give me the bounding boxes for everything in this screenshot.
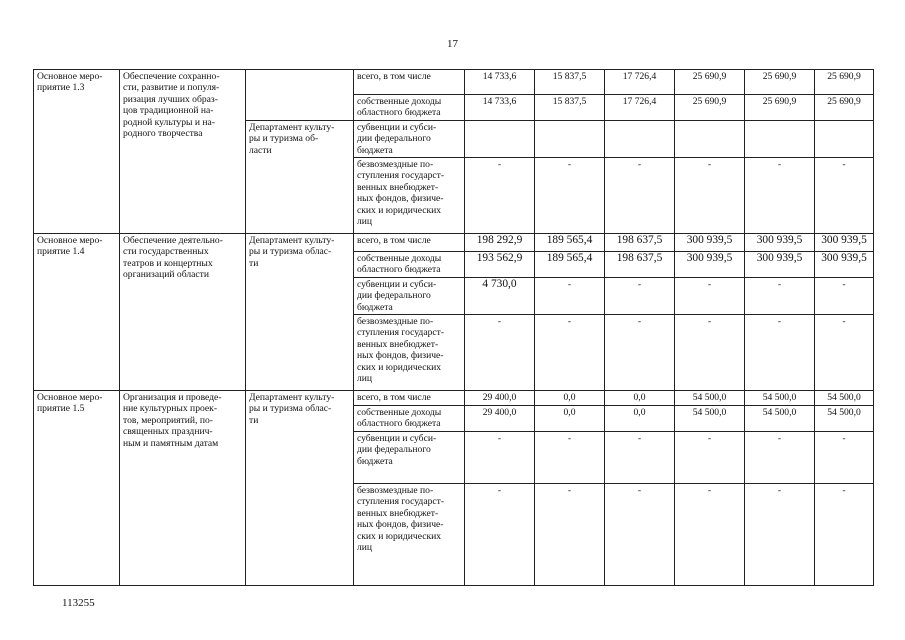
value-cell: 0,0 [535,406,605,432]
value-cell: - [465,483,535,585]
value-cell: 189 565,4 [535,252,605,278]
value-cell: 25 690,9 [675,70,745,95]
value-cell: - [745,483,815,585]
table-row [34,70,874,95]
value-cell: 25 690,9 [815,95,874,121]
value-cell: - [605,277,675,314]
value-cell: 17 726,4 [605,95,675,121]
source-cell: собственные доходы областного бюджета [354,95,465,121]
value-cell: - [675,483,745,585]
value-cell: - [675,277,745,314]
value-cell: - [535,315,605,391]
value-cell: - [465,431,535,483]
value-cell: 15 837,5 [535,95,605,121]
event-cell: Основное меро- приятие 1.5 [34,391,120,586]
value-cell: 189 565,4 [535,234,605,252]
executor-cell: Департамент культу- ры и туризма облас- ти [246,234,354,391]
value-cell: 300 939,5 [815,252,874,278]
event-cell: Основное меро- приятие 1.4 [34,234,120,391]
value-cell: - [535,158,605,234]
value-cell: 54 500,0 [745,406,815,432]
value-cell: 300 939,5 [745,252,815,278]
value-cell: - [745,158,815,234]
value-cell: 300 939,5 [675,234,745,252]
value-cell: 198 292,9 [465,234,535,252]
event-cell: Основное меро- приятие 1.3 [34,70,120,234]
value-cell: - [465,158,535,234]
budget-table [33,69,874,586]
value-cell: 14 733,6 [465,70,535,95]
source-cell: собственные доходы областного бюджета [354,406,465,432]
value-cell: 0,0 [605,391,675,406]
value-cell: - [815,315,874,391]
value-cell: 0,0 [605,406,675,432]
value-cell: 300 939,5 [815,234,874,252]
source-cell: субвенции и субси- дии федерального бюджета [354,277,465,314]
value-cell: 29 400,0 [465,406,535,432]
value-cell: - [815,483,874,585]
value-cell: 29 400,0 [465,391,535,406]
value-cell: 54 500,0 [745,391,815,406]
executor-cell: Департамент культу- ры и туризма облас- ти [246,391,354,586]
event-title-cell: Организация и проведе- ние культурных проек- тов, мероприятий, по- священных празднич- ным и памятным датам [120,391,246,586]
source-cell: всего, в том числе [354,70,465,95]
page-number: 17 [447,38,458,50]
value-cell: - [815,277,874,314]
value-cell: 25 690,9 [815,70,874,95]
value-cell [815,120,874,157]
value-cell: 25 690,9 [745,95,815,121]
table-body [34,70,874,586]
value-cell [745,120,815,157]
value-cell: - [745,277,815,314]
source-cell: безвозмездные по- ступления государст- венных внебюджет- ных фондов, физиче- ских и юридических лиц [354,483,465,585]
executor-cell: Департамент культу- ры и туризма об- ласти [246,120,354,233]
value-cell: 25 690,9 [745,70,815,95]
value-cell: - [535,431,605,483]
table-row [34,391,874,406]
value-cell: 15 837,5 [535,70,605,95]
value-cell: 54 500,0 [675,406,745,432]
value-cell: - [745,315,815,391]
source-cell: безвозмездные по- ступления государст- венных внебюджет- ных фондов, физиче- ских и юридических лиц [354,158,465,234]
value-cell: 193 562,9 [465,252,535,278]
value-cell: - [815,158,874,234]
value-cell: 4 730,0 [465,277,535,314]
value-cell: - [745,431,815,483]
value-cell: 0,0 [535,391,605,406]
value-cell: - [465,315,535,391]
source-cell: собственные доходы областного бюджета [354,252,465,278]
value-cell: - [535,483,605,585]
source-cell: субвенции и субси- дии федерального бюджета [354,431,465,483]
value-cell: 198 637,5 [605,234,675,252]
value-cell: 300 939,5 [745,234,815,252]
value-cell: - [675,431,745,483]
value-cell: - [815,431,874,483]
value-cell: 54 500,0 [675,391,745,406]
event-title-cell: Обеспечение деятельно- сти государственных театров и концертных организаций области [120,234,246,391]
value-cell [465,120,535,157]
executor-cell-empty [246,70,354,121]
value-cell: 25 690,9 [675,95,745,121]
value-cell: 17 726,4 [605,70,675,95]
value-cell: - [675,315,745,391]
value-cell: 14 733,6 [465,95,535,121]
value-cell [675,120,745,157]
value-cell: - [605,483,675,585]
source-cell: безвозмездные по- ступления государст- венных внебюджет- ных фондов, физиче- ских и юридических лиц [354,315,465,391]
source-cell: субвенции и субси- дии федерального бюджета [354,120,465,157]
value-cell [535,120,605,157]
value-cell: - [605,158,675,234]
source-cell: всего, в том числе [354,391,465,406]
value-cell: 300 939,5 [675,252,745,278]
value-cell: 54 500,0 [815,391,874,406]
value-cell: - [675,158,745,234]
event-title-cell: Обеспечение сохранно- сти, развитие и популя- ризация лучших образ- цов традиционной на- родной культуры и на- родного творчества [120,70,246,234]
table-row [34,234,874,252]
value-cell: 54 500,0 [815,406,874,432]
value-cell: - [605,315,675,391]
document-code: 113255 [62,597,95,609]
value-cell: 198 637,5 [605,252,675,278]
value-cell [605,120,675,157]
value-cell: - [605,431,675,483]
value-cell: - [535,277,605,314]
source-cell: всего, в том числе [354,234,465,252]
